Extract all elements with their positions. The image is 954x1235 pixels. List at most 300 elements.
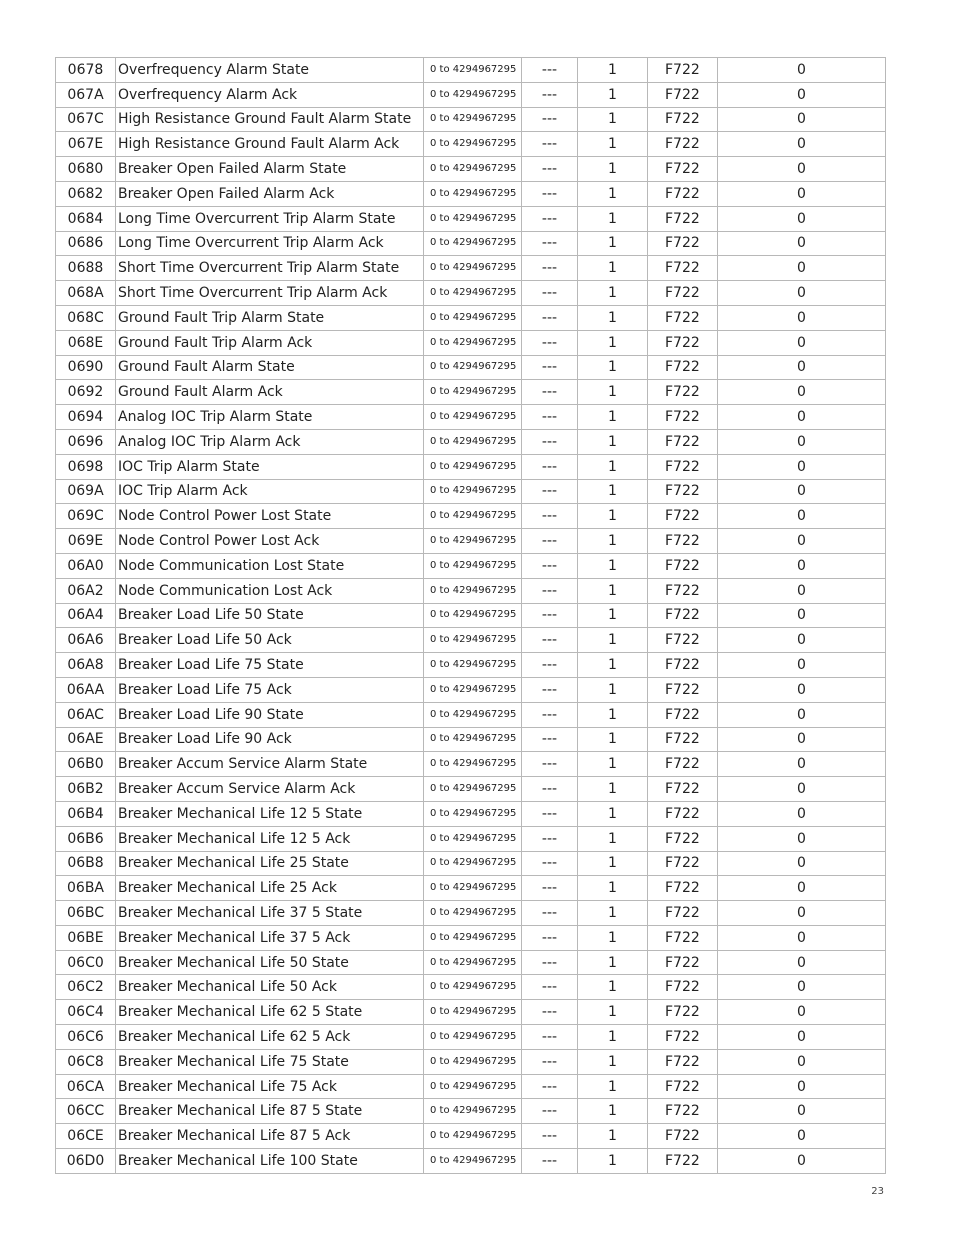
cell-address: 06B2 bbox=[56, 777, 116, 802]
cell-default: 0 bbox=[718, 975, 886, 1000]
cell-units: --- bbox=[522, 429, 578, 454]
cell-address: 06CC bbox=[56, 1099, 116, 1124]
cell-default: 0 bbox=[718, 702, 886, 727]
cell-step: 1 bbox=[578, 1124, 648, 1149]
cell-step: 1 bbox=[578, 504, 648, 529]
cell-range: 0 to 4294967295 bbox=[424, 677, 522, 702]
cell-default: 0 bbox=[718, 553, 886, 578]
cell-range: 0 to 4294967295 bbox=[424, 777, 522, 802]
cell-default: 0 bbox=[718, 653, 886, 678]
cell-default: 0 bbox=[718, 925, 886, 950]
table-row bbox=[56, 206, 886, 231]
cell-address: 06C8 bbox=[56, 1049, 116, 1074]
cell-format: F722 bbox=[648, 851, 718, 876]
cell-default: 0 bbox=[718, 578, 886, 603]
cell-description: Overfrequency Alarm State bbox=[116, 58, 424, 83]
cell-default: 0 bbox=[718, 603, 886, 628]
table-row bbox=[56, 677, 886, 702]
cell-default: 0 bbox=[718, 107, 886, 132]
cell-default: 0 bbox=[718, 529, 886, 554]
table-row bbox=[56, 380, 886, 405]
cell-format: F722 bbox=[648, 529, 718, 554]
cell-default: 0 bbox=[718, 231, 886, 256]
cell-format: F722 bbox=[648, 826, 718, 851]
cell-format: F722 bbox=[648, 702, 718, 727]
table-row bbox=[56, 1149, 886, 1174]
cell-units: --- bbox=[522, 256, 578, 281]
cell-address: 0686 bbox=[56, 231, 116, 256]
cell-step: 1 bbox=[578, 256, 648, 281]
cell-range: 0 to 4294967295 bbox=[424, 1000, 522, 1025]
cell-address: 069C bbox=[56, 504, 116, 529]
cell-description: Breaker Accum Service Alarm Ack bbox=[116, 777, 424, 802]
cell-format: F722 bbox=[648, 157, 718, 182]
cell-address: 0678 bbox=[56, 58, 116, 83]
table-row bbox=[56, 752, 886, 777]
cell-description: Breaker Mechanical Life 25 Ack bbox=[116, 876, 424, 901]
cell-address: 06A6 bbox=[56, 628, 116, 653]
cell-format: F722 bbox=[648, 231, 718, 256]
cell-units: --- bbox=[522, 901, 578, 926]
cell-step: 1 bbox=[578, 82, 648, 107]
cell-description: Node Communication Lost State bbox=[116, 553, 424, 578]
cell-address: 06BA bbox=[56, 876, 116, 901]
table-row bbox=[56, 826, 886, 851]
cell-step: 1 bbox=[578, 429, 648, 454]
cell-default: 0 bbox=[718, 429, 886, 454]
cell-step: 1 bbox=[578, 975, 648, 1000]
cell-format: F722 bbox=[648, 950, 718, 975]
cell-address: 0690 bbox=[56, 355, 116, 380]
cell-address: 06A0 bbox=[56, 553, 116, 578]
cell-default: 0 bbox=[718, 1099, 886, 1124]
cell-description: Breaker Load Life 50 Ack bbox=[116, 628, 424, 653]
cell-format: F722 bbox=[648, 58, 718, 83]
cell-description: Breaker Mechanical Life 62 5 Ack bbox=[116, 1025, 424, 1050]
table-row bbox=[56, 553, 886, 578]
register-table-body bbox=[56, 58, 886, 1174]
cell-description: Analog IOC Trip Alarm Ack bbox=[116, 429, 424, 454]
cell-range: 0 to 4294967295 bbox=[424, 851, 522, 876]
table-row bbox=[56, 405, 886, 430]
table-row bbox=[56, 777, 886, 802]
cell-address: 06BE bbox=[56, 925, 116, 950]
cell-units: --- bbox=[522, 107, 578, 132]
cell-range: 0 to 4294967295 bbox=[424, 876, 522, 901]
table-row bbox=[56, 58, 886, 83]
cell-default: 0 bbox=[718, 1149, 886, 1174]
cell-step: 1 bbox=[578, 405, 648, 430]
cell-description: Ground Fault Trip Alarm Ack bbox=[116, 330, 424, 355]
cell-default: 0 bbox=[718, 454, 886, 479]
cell-description: Breaker Load Life 50 State bbox=[116, 603, 424, 628]
cell-address: 06C6 bbox=[56, 1025, 116, 1050]
cell-default: 0 bbox=[718, 405, 886, 430]
cell-default: 0 bbox=[718, 677, 886, 702]
cell-range: 0 to 4294967295 bbox=[424, 330, 522, 355]
cell-default: 0 bbox=[718, 355, 886, 380]
cell-format: F722 bbox=[648, 603, 718, 628]
table-row bbox=[56, 504, 886, 529]
table-row bbox=[56, 876, 886, 901]
cell-format: F722 bbox=[648, 752, 718, 777]
cell-default: 0 bbox=[718, 1000, 886, 1025]
cell-description: Node Communication Lost Ack bbox=[116, 578, 424, 603]
cell-description: Breaker Mechanical Life 12 5 Ack bbox=[116, 826, 424, 851]
table-row bbox=[56, 281, 886, 306]
register-map-table bbox=[55, 57, 886, 1174]
cell-step: 1 bbox=[578, 876, 648, 901]
cell-units: --- bbox=[522, 653, 578, 678]
cell-range: 0 to 4294967295 bbox=[424, 1049, 522, 1074]
cell-address: 06B0 bbox=[56, 752, 116, 777]
cell-step: 1 bbox=[578, 578, 648, 603]
cell-address: 06B8 bbox=[56, 851, 116, 876]
cell-format: F722 bbox=[648, 504, 718, 529]
cell-range: 0 to 4294967295 bbox=[424, 752, 522, 777]
cell-format: F722 bbox=[648, 1049, 718, 1074]
cell-description: Breaker Mechanical Life 12 5 State bbox=[116, 801, 424, 826]
cell-format: F722 bbox=[648, 330, 718, 355]
cell-step: 1 bbox=[578, 777, 648, 802]
cell-step: 1 bbox=[578, 851, 648, 876]
cell-address: 069E bbox=[56, 529, 116, 554]
cell-format: F722 bbox=[648, 281, 718, 306]
cell-description: IOC Trip Alarm State bbox=[116, 454, 424, 479]
cell-address: 0692 bbox=[56, 380, 116, 405]
cell-units: --- bbox=[522, 628, 578, 653]
cell-step: 1 bbox=[578, 901, 648, 926]
cell-step: 1 bbox=[578, 157, 648, 182]
cell-description: Breaker Mechanical Life 50 State bbox=[116, 950, 424, 975]
cell-format: F722 bbox=[648, 1099, 718, 1124]
cell-units: --- bbox=[522, 876, 578, 901]
table-row bbox=[56, 1074, 886, 1099]
cell-format: F722 bbox=[648, 1149, 718, 1174]
cell-step: 1 bbox=[578, 107, 648, 132]
cell-range: 0 to 4294967295 bbox=[424, 1124, 522, 1149]
table-row bbox=[56, 1025, 886, 1050]
table-row bbox=[56, 107, 886, 132]
cell-step: 1 bbox=[578, 1099, 648, 1124]
cell-description: Node Control Power Lost State bbox=[116, 504, 424, 529]
cell-description: Ground Fault Trip Alarm State bbox=[116, 305, 424, 330]
cell-default: 0 bbox=[718, 380, 886, 405]
cell-default: 0 bbox=[718, 727, 886, 752]
cell-default: 0 bbox=[718, 1124, 886, 1149]
cell-units: --- bbox=[522, 58, 578, 83]
cell-format: F722 bbox=[648, 1000, 718, 1025]
cell-default: 0 bbox=[718, 157, 886, 182]
cell-description: Breaker Mechanical Life 87 5 Ack bbox=[116, 1124, 424, 1149]
table-row bbox=[56, 305, 886, 330]
cell-range: 0 to 4294967295 bbox=[424, 380, 522, 405]
cell-format: F722 bbox=[648, 777, 718, 802]
cell-description: Breaker Mechanical Life 50 Ack bbox=[116, 975, 424, 1000]
cell-format: F722 bbox=[648, 132, 718, 157]
cell-units: --- bbox=[522, 603, 578, 628]
cell-units: --- bbox=[522, 1049, 578, 1074]
cell-default: 0 bbox=[718, 479, 886, 504]
cell-units: --- bbox=[522, 132, 578, 157]
cell-address: 06C2 bbox=[56, 975, 116, 1000]
page-number: 23 bbox=[871, 1186, 884, 1197]
cell-description: Breaker Load Life 75 Ack bbox=[116, 677, 424, 702]
cell-range: 0 to 4294967295 bbox=[424, 157, 522, 182]
cell-step: 1 bbox=[578, 1149, 648, 1174]
cell-step: 1 bbox=[578, 305, 648, 330]
table-row bbox=[56, 181, 886, 206]
cell-range: 0 to 4294967295 bbox=[424, 578, 522, 603]
cell-description: Long Time Overcurrent Trip Alarm Ack bbox=[116, 231, 424, 256]
cell-units: --- bbox=[522, 925, 578, 950]
cell-default: 0 bbox=[718, 777, 886, 802]
cell-step: 1 bbox=[578, 1074, 648, 1099]
cell-range: 0 to 4294967295 bbox=[424, 504, 522, 529]
cell-format: F722 bbox=[648, 1025, 718, 1050]
cell-units: --- bbox=[522, 801, 578, 826]
table-row bbox=[56, 256, 886, 281]
cell-units: --- bbox=[522, 157, 578, 182]
cell-step: 1 bbox=[578, 454, 648, 479]
cell-default: 0 bbox=[718, 58, 886, 83]
cell-format: F722 bbox=[648, 1124, 718, 1149]
cell-range: 0 to 4294967295 bbox=[424, 1149, 522, 1174]
cell-address: 0680 bbox=[56, 157, 116, 182]
cell-description: Breaker Open Failed Alarm Ack bbox=[116, 181, 424, 206]
cell-units: --- bbox=[522, 1000, 578, 1025]
cell-range: 0 to 4294967295 bbox=[424, 801, 522, 826]
table-row bbox=[56, 901, 886, 926]
cell-description: High Resistance Ground Fault Alarm State bbox=[116, 107, 424, 132]
cell-units: --- bbox=[522, 479, 578, 504]
cell-units: --- bbox=[522, 1074, 578, 1099]
table-row bbox=[56, 975, 886, 1000]
cell-description: Breaker Load Life 90 State bbox=[116, 702, 424, 727]
cell-description: Long Time Overcurrent Trip Alarm State bbox=[116, 206, 424, 231]
cell-description: Breaker Open Failed Alarm State bbox=[116, 157, 424, 182]
table-row bbox=[56, 851, 886, 876]
cell-default: 0 bbox=[718, 206, 886, 231]
cell-units: --- bbox=[522, 330, 578, 355]
cell-step: 1 bbox=[578, 1000, 648, 1025]
cell-address: 06CA bbox=[56, 1074, 116, 1099]
cell-description: Breaker Mechanical Life 62 5 State bbox=[116, 1000, 424, 1025]
cell-address: 06C0 bbox=[56, 950, 116, 975]
cell-format: F722 bbox=[648, 628, 718, 653]
cell-description: Breaker Mechanical Life 75 State bbox=[116, 1049, 424, 1074]
cell-range: 0 to 4294967295 bbox=[424, 529, 522, 554]
cell-description: Breaker Accum Service Alarm State bbox=[116, 752, 424, 777]
cell-default: 0 bbox=[718, 1049, 886, 1074]
cell-step: 1 bbox=[578, 1049, 648, 1074]
table-row bbox=[56, 157, 886, 182]
cell-step: 1 bbox=[578, 677, 648, 702]
cell-step: 1 bbox=[578, 727, 648, 752]
cell-address: 06AC bbox=[56, 702, 116, 727]
cell-default: 0 bbox=[718, 256, 886, 281]
cell-address: 06A2 bbox=[56, 578, 116, 603]
cell-default: 0 bbox=[718, 826, 886, 851]
cell-step: 1 bbox=[578, 231, 648, 256]
cell-range: 0 to 4294967295 bbox=[424, 355, 522, 380]
cell-step: 1 bbox=[578, 181, 648, 206]
cell-default: 0 bbox=[718, 901, 886, 926]
cell-address: 06CE bbox=[56, 1124, 116, 1149]
cell-units: --- bbox=[522, 305, 578, 330]
table-row bbox=[56, 82, 886, 107]
cell-units: --- bbox=[522, 1149, 578, 1174]
cell-format: F722 bbox=[648, 727, 718, 752]
cell-range: 0 to 4294967295 bbox=[424, 82, 522, 107]
cell-units: --- bbox=[522, 950, 578, 975]
cell-format: F722 bbox=[648, 206, 718, 231]
cell-description: Breaker Mechanical Life 37 5 Ack bbox=[116, 925, 424, 950]
cell-step: 1 bbox=[578, 553, 648, 578]
cell-range: 0 to 4294967295 bbox=[424, 206, 522, 231]
cell-default: 0 bbox=[718, 876, 886, 901]
cell-default: 0 bbox=[718, 281, 886, 306]
cell-address: 06BC bbox=[56, 901, 116, 926]
cell-default: 0 bbox=[718, 950, 886, 975]
cell-range: 0 to 4294967295 bbox=[424, 925, 522, 950]
cell-description: Breaker Load Life 75 State bbox=[116, 653, 424, 678]
cell-units: --- bbox=[522, 777, 578, 802]
table-row bbox=[56, 801, 886, 826]
cell-default: 0 bbox=[718, 801, 886, 826]
cell-range: 0 to 4294967295 bbox=[424, 553, 522, 578]
cell-range: 0 to 4294967295 bbox=[424, 479, 522, 504]
table-row bbox=[56, 132, 886, 157]
cell-step: 1 bbox=[578, 950, 648, 975]
cell-units: --- bbox=[522, 851, 578, 876]
cell-default: 0 bbox=[718, 628, 886, 653]
cell-default: 0 bbox=[718, 504, 886, 529]
table-row bbox=[56, 702, 886, 727]
cell-format: F722 bbox=[648, 901, 718, 926]
cell-format: F722 bbox=[648, 653, 718, 678]
cell-address: 0684 bbox=[56, 206, 116, 231]
cell-format: F722 bbox=[648, 801, 718, 826]
cell-range: 0 to 4294967295 bbox=[424, 429, 522, 454]
table-row bbox=[56, 231, 886, 256]
cell-address: 06B4 bbox=[56, 801, 116, 826]
cell-range: 0 to 4294967295 bbox=[424, 950, 522, 975]
cell-address: 06C4 bbox=[56, 1000, 116, 1025]
table-row bbox=[56, 330, 886, 355]
cell-description: Breaker Mechanical Life 37 5 State bbox=[116, 901, 424, 926]
table-row bbox=[56, 1124, 886, 1149]
cell-description: Breaker Load Life 90 Ack bbox=[116, 727, 424, 752]
cell-description: Overfrequency Alarm Ack bbox=[116, 82, 424, 107]
cell-address: 0696 bbox=[56, 429, 116, 454]
cell-range: 0 to 4294967295 bbox=[424, 975, 522, 1000]
cell-range: 0 to 4294967295 bbox=[424, 628, 522, 653]
cell-units: --- bbox=[522, 578, 578, 603]
cell-format: F722 bbox=[648, 181, 718, 206]
cell-units: --- bbox=[522, 1025, 578, 1050]
cell-step: 1 bbox=[578, 925, 648, 950]
cell-units: --- bbox=[522, 454, 578, 479]
cell-range: 0 to 4294967295 bbox=[424, 454, 522, 479]
cell-default: 0 bbox=[718, 1025, 886, 1050]
table-row bbox=[56, 429, 886, 454]
cell-format: F722 bbox=[648, 925, 718, 950]
cell-units: --- bbox=[522, 504, 578, 529]
cell-range: 0 to 4294967295 bbox=[424, 305, 522, 330]
cell-description: Node Control Power Lost Ack bbox=[116, 529, 424, 554]
cell-description: Breaker Mechanical Life 75 Ack bbox=[116, 1074, 424, 1099]
cell-step: 1 bbox=[578, 529, 648, 554]
cell-units: --- bbox=[522, 702, 578, 727]
cell-default: 0 bbox=[718, 752, 886, 777]
cell-address: 0694 bbox=[56, 405, 116, 430]
cell-step: 1 bbox=[578, 1025, 648, 1050]
cell-format: F722 bbox=[648, 479, 718, 504]
cell-address: 06B6 bbox=[56, 826, 116, 851]
cell-default: 0 bbox=[718, 132, 886, 157]
cell-units: --- bbox=[522, 82, 578, 107]
cell-range: 0 to 4294967295 bbox=[424, 405, 522, 430]
table-row bbox=[56, 603, 886, 628]
cell-default: 0 bbox=[718, 330, 886, 355]
cell-units: --- bbox=[522, 181, 578, 206]
cell-address: 06AA bbox=[56, 677, 116, 702]
cell-step: 1 bbox=[578, 380, 648, 405]
cell-range: 0 to 4294967295 bbox=[424, 603, 522, 628]
cell-step: 1 bbox=[578, 702, 648, 727]
cell-format: F722 bbox=[648, 454, 718, 479]
cell-step: 1 bbox=[578, 479, 648, 504]
cell-step: 1 bbox=[578, 826, 648, 851]
cell-step: 1 bbox=[578, 603, 648, 628]
cell-default: 0 bbox=[718, 82, 886, 107]
cell-range: 0 to 4294967295 bbox=[424, 256, 522, 281]
table-row bbox=[56, 628, 886, 653]
cell-format: F722 bbox=[648, 256, 718, 281]
cell-units: --- bbox=[522, 231, 578, 256]
cell-address: 06D0 bbox=[56, 1149, 116, 1174]
cell-address: 0688 bbox=[56, 256, 116, 281]
cell-units: --- bbox=[522, 405, 578, 430]
cell-range: 0 to 4294967295 bbox=[424, 1025, 522, 1050]
cell-default: 0 bbox=[718, 1074, 886, 1099]
cell-step: 1 bbox=[578, 281, 648, 306]
table-row bbox=[56, 355, 886, 380]
cell-range: 0 to 4294967295 bbox=[424, 132, 522, 157]
cell-address: 068A bbox=[56, 281, 116, 306]
cell-units: --- bbox=[522, 529, 578, 554]
cell-description: Ground Fault Alarm Ack bbox=[116, 380, 424, 405]
cell-format: F722 bbox=[648, 305, 718, 330]
cell-description: Ground Fault Alarm State bbox=[116, 355, 424, 380]
table-row bbox=[56, 1049, 886, 1074]
cell-range: 0 to 4294967295 bbox=[424, 653, 522, 678]
cell-description: Short Time Overcurrent Trip Alarm State bbox=[116, 256, 424, 281]
cell-description: Analog IOC Trip Alarm State bbox=[116, 405, 424, 430]
cell-range: 0 to 4294967295 bbox=[424, 181, 522, 206]
table-row bbox=[56, 479, 886, 504]
cell-step: 1 bbox=[578, 330, 648, 355]
cell-address: 069A bbox=[56, 479, 116, 504]
cell-format: F722 bbox=[648, 355, 718, 380]
cell-units: --- bbox=[522, 206, 578, 231]
cell-default: 0 bbox=[718, 181, 886, 206]
table-row bbox=[56, 529, 886, 554]
cell-units: --- bbox=[522, 727, 578, 752]
cell-description: IOC Trip Alarm Ack bbox=[116, 479, 424, 504]
cell-units: --- bbox=[522, 975, 578, 1000]
